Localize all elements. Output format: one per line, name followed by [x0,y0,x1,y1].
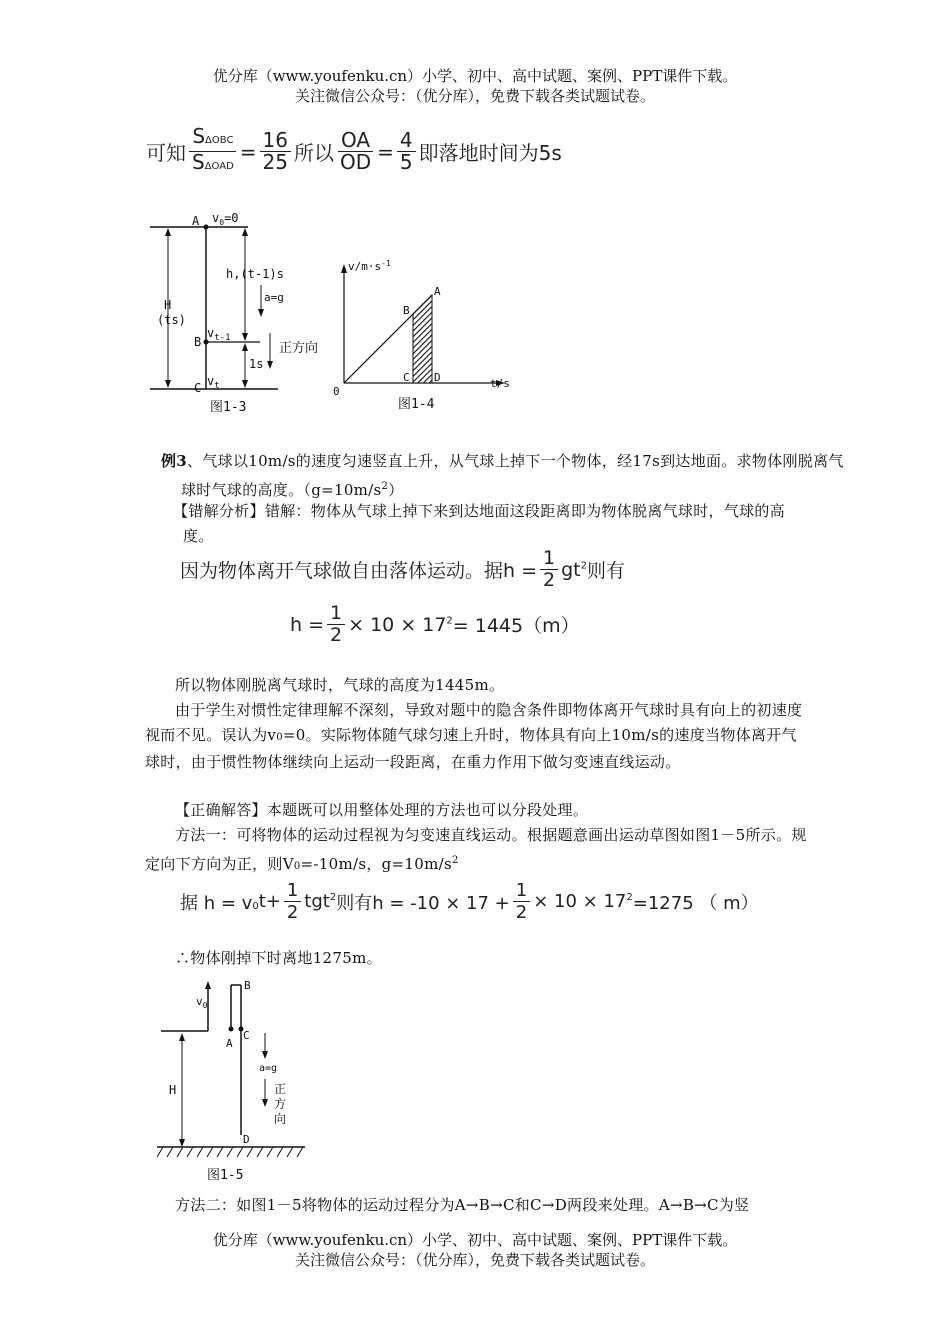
formula4-half2 [513,880,530,923]
fig15-label-d: D [243,1133,250,1146]
formula2-text: 因为物体离开气球做自由落体运动。据h = [180,560,538,582]
figure-1-4 [330,255,520,415]
formula4-den: 2 [286,902,299,923]
formula4-num: 1 [284,880,301,902]
formula4-half [284,880,301,923]
fig13-label-b: B [194,335,202,349]
fig13-label-vt: $v_t$ [207,374,220,391]
method-one [145,823,810,879]
method1-text-a: 方法一：可将物体的运动过程视为匀变速直线运动。根据题意画出运动草图如图1－5所示。规定向下方向为正，则V [145,826,807,873]
fig13-label-direction: 正方向 [279,341,319,356]
formula1-ratio-den: 25 [262,150,288,174]
formula1-r2-num: 4 [397,130,416,152]
fig14-label-b: B [403,304,410,317]
formula-free-fall [180,548,625,591]
formula4-mid: t+ [258,891,281,912]
p2-text-a: 由于学生对惯性定律理解不深刻，导致对题中的隐含条件即物体离开气球时具有向上的初速度视而不见。误认为v [145,701,803,744]
fig15-label-a-eq-g: a=g [259,1063,278,1074]
formula1-ratio [260,130,291,173]
fig15-dir-1: 正 [274,1082,287,1096]
formula-area-ratio [146,126,562,177]
paragraph-inertia [145,698,810,775]
formula1-prefix: 可知 [146,141,186,165]
fig14-xaxis-label: t/s [490,377,510,390]
fig15-label-a: A [226,1037,233,1050]
formula4-result: =1275 （ m） [632,892,759,914]
method1-sub: 0 [293,861,301,872]
formula3-num: 1 [327,603,345,625]
fig14-origin: 0 [333,385,340,398]
formula1-oa: OA [338,130,373,152]
wrong-text: 错解：物体从气球上掉下来到达地面这段距离即为物体脱离气球时，气球的高度。 [183,502,786,545]
formula4-den2: 2 [515,902,528,923]
p2-sub: 0 [276,732,283,743]
correct-answer [145,798,810,823]
fig13-label-1s: 1s [249,357,264,371]
formula1-ratio-num: 16 [260,130,291,152]
formula3-den: 2 [330,624,343,646]
formula1-middle: 所以 [294,141,334,165]
formula2-gt: $gt^2$ [561,558,587,581]
formula1-area-fraction [189,126,237,177]
formula3-half [327,603,345,646]
p2-text-b: =0。实际物体随气球匀速上升时，物体具有向上10m/s的速度当物体离开气球时，由于惯性物体继续向上运动一段距离，在重力作用下做匀变速直线运动。 [145,726,797,771]
fig15-label-c: C [243,1029,250,1042]
formula-h-1275 [180,880,759,923]
fig14-label-c: C [403,371,410,384]
formula1-s-num: S [192,124,206,148]
formula-h-1445 [290,603,580,646]
formula3-lhs: h = [290,613,325,636]
example-text: 、气球以10m/s的速度匀速竖直上升，从气球上掉下一个物体，经17s到达地面。求物体刚脱离气球时气球的高度。（g=10m/s [181,452,844,499]
fig14-label-a: A [434,285,441,298]
formula1-eq2: = [377,139,394,164]
fig13-label-ts: (ts) [157,313,186,327]
fig15-dir-2: 方 [274,1097,287,1111]
fig13-label-v0: $v_0=0$ [212,211,239,227]
method1-text-b: =-10m/s，g=10m/s [300,855,452,873]
fig15-label-b: B [244,979,251,992]
formula1-s-den: S [192,150,205,174]
fig14-caption: 图1-4 [398,397,435,412]
formula4-rhs: × $10 \times 17^2$ [533,891,633,912]
formula2-den: 2 [543,569,556,591]
formula1-s-den-sub: ΔOAD [204,161,234,172]
example-label: 例3 [161,452,188,470]
example-text-end: ） [388,481,404,499]
formula1-oa-od [337,130,374,173]
figure-1-5 [155,975,315,1185]
formula1-suffix: 即落地时间为5s [418,141,562,165]
fig13-label-c: C [194,381,202,395]
formula1-ratio2 [397,130,416,173]
formula4-then: 则有h = -10 × 17 + [336,892,510,914]
therefore-line: ∴物体刚掉下时离地1275m。 [175,949,382,967]
page-header-line1: 优分库（www.youfenku.cn）小学、初中、高中试题、案例、PPT课件下载。 [212,67,738,85]
fig13-label-a-eq-g: a=g [264,291,284,304]
formula1-od: OD [340,150,372,174]
method1-sup: 2 [451,855,459,866]
method-two: 方法二：如图1－5将物体的运动过程分为A→B→C和C→D两段来处理。A→B→C为竖 [175,1196,750,1214]
fig14-label-d: D [434,371,441,384]
formula1-r2-den: 5 [399,150,413,174]
page-footer-line1: 优分库（www.youfenku.cn）小学、初中、高中试题、案例、PPT课件下载。 [212,1231,738,1249]
wrong-tag: 【错解分析】 [173,502,265,520]
page-footer-line2: 关注微信公众号：（优分库），免费下载各类试题试卷。 [294,1251,655,1269]
fig15-caption: 图1-5 [207,1168,244,1183]
formula4-pre: 据 h = v0 [180,892,259,914]
paragraph-1445: 所以物体刚脱离气球时，气球的高度为1445m。 [175,676,505,694]
fig13-label-h: h,(t-1)s [226,267,284,281]
formula2-num: 1 [540,548,558,570]
figure-1-3 [148,205,319,420]
fig13-caption: 图1-3 [210,400,247,415]
correct-tag: 【正确解答】 [175,801,267,819]
fig14-yaxis-label: $v/m\cdot s^{-1}$ [348,259,391,273]
formula1-s-num-sub: ΔOBC [205,135,234,146]
formula4-num2: 1 [513,880,530,902]
formula2-end: 则有 [587,560,626,582]
fig15-label-H: H [169,1083,177,1097]
page-header-line2: 关注微信公众号：（优分库），免费下载各类试题试卷。 [294,87,655,105]
formula3-rhs: × $10 \times 17^2$ [348,613,453,636]
fig15-label-v0: $v_0$ [196,995,208,1010]
wrong-analysis [145,499,810,549]
fig13-label-H: H [164,298,172,312]
formula1-eq1: = [239,139,257,164]
fig13-label-vt1: $v_{t-1}$ [207,326,231,343]
fig15-dir-3: 向 [274,1112,287,1126]
formula4-tg: tgt$^2$ [304,891,337,912]
correct-text: 本题既可以用整体处理的方法也可以分段处理。 [266,801,589,819]
example-text-sup: 2 [381,481,389,492]
fig13-label-a: A [192,214,200,228]
formula2-half [540,548,558,591]
formula3-result: = 1445（m） [452,615,580,637]
example-3 [145,449,846,503]
